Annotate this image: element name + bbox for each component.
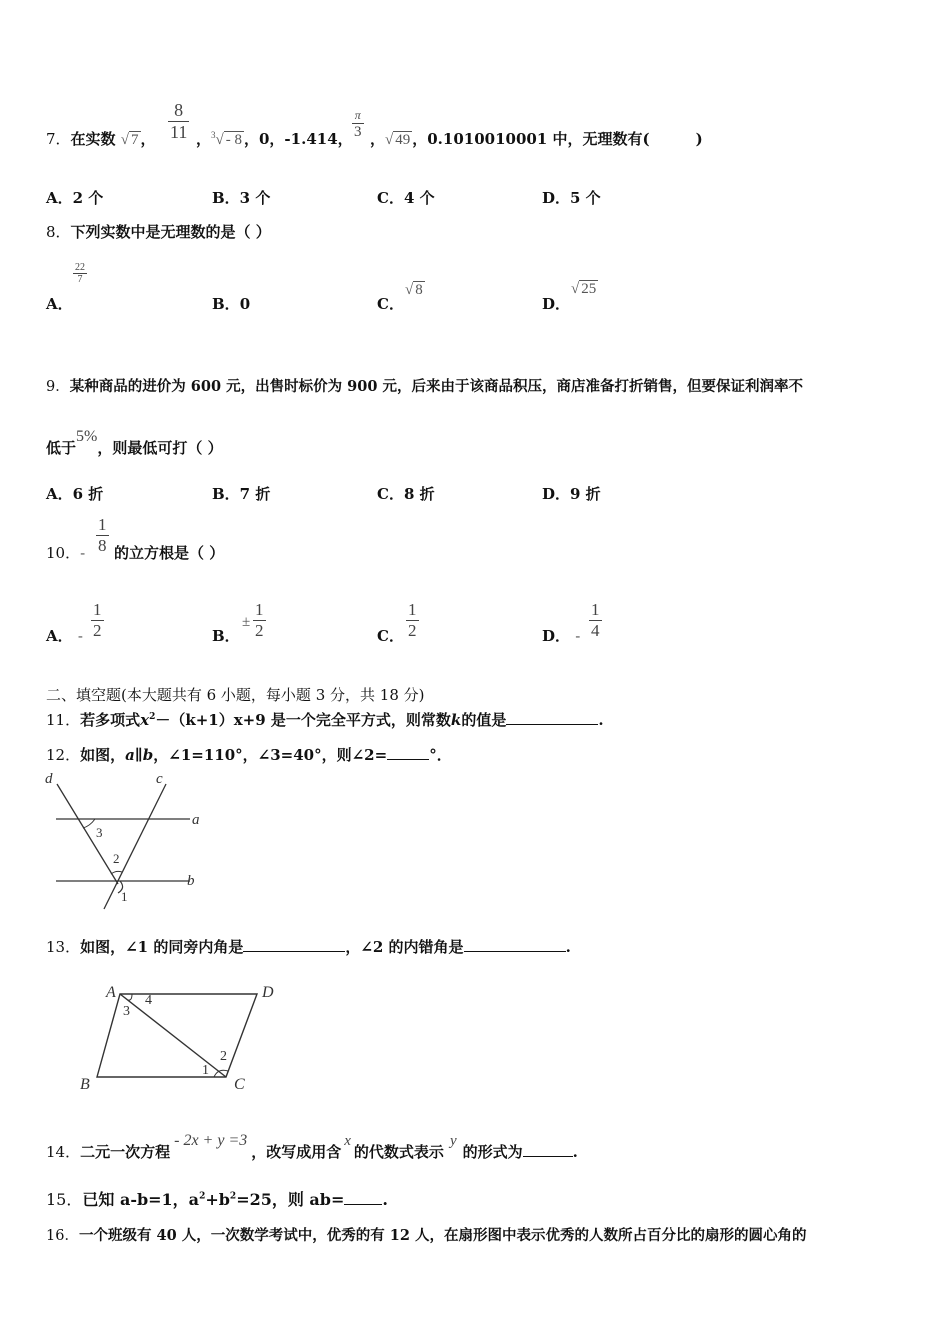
q11-part-a: 若多项式 bbox=[80, 711, 141, 729]
angle-4-arc bbox=[128, 994, 132, 1000]
q9-option-c[interactable]: C．8 折 bbox=[377, 485, 435, 503]
q8-option-b[interactable]: B．0 bbox=[212, 295, 251, 313]
q12-number: 12． bbox=[46, 746, 81, 764]
q14-answer-blank[interactable] bbox=[523, 1142, 573, 1157]
line-d bbox=[57, 784, 118, 884]
q15-part-b: +b bbox=[205, 1190, 230, 1209]
q10-number: 10． bbox=[46, 544, 81, 562]
question-12 bbox=[46, 744, 452, 765]
q10-option-b[interactable]: B． bbox=[212, 627, 240, 645]
question-14 bbox=[46, 1132, 578, 1162]
q11-k: k bbox=[450, 711, 462, 729]
question-16 bbox=[46, 1224, 807, 1245]
label-3: 3 bbox=[96, 825, 103, 840]
label-d: d bbox=[45, 771, 53, 787]
q14-part-d: 的形式为 bbox=[462, 1143, 523, 1161]
q15-sup-1: 2 bbox=[199, 1191, 206, 1202]
q16-text: 一个班级有 40 人，一次数学考试中，优秀的有 12 人，在扇形图中表示优秀的人数所占百分比的扇形的圆心角的 bbox=[78, 1227, 807, 1244]
q7-number: 7． bbox=[46, 130, 71, 148]
q11-number: 11． bbox=[46, 711, 81, 729]
q10-option-a[interactable]: A． - bbox=[46, 627, 83, 645]
q11-part-c: 的值是 bbox=[461, 711, 507, 729]
q7-option-b[interactable]: B．3 个 bbox=[212, 189, 271, 207]
label-b: b bbox=[187, 873, 195, 889]
label-c: c bbox=[156, 771, 163, 787]
section-2-heading: 二、填空题(本大题共有 6 小题，每小题 3 分，共 18 分) bbox=[46, 686, 425, 704]
q9-option-d[interactable]: D．9 折 bbox=[542, 485, 601, 503]
q13-part-a: 如图，∠1 的同旁内角是 bbox=[80, 938, 244, 956]
q11-x: x bbox=[140, 711, 150, 729]
q9-option-b[interactable]: B．7 折 bbox=[212, 485, 271, 503]
q11-sup: 2 bbox=[149, 712, 156, 722]
q9-percent: 5% bbox=[76, 428, 98, 445]
q10-fraction: $\frac{1}{8}$ bbox=[98, 515, 107, 555]
q10-option-b-sign: ± bbox=[242, 614, 251, 630]
q13-part-b: ，∠2 的内错角是 bbox=[345, 938, 464, 956]
q7-sqrt-49: √ 49 bbox=[385, 132, 411, 148]
q7-cbrt-neg8: $^3$√ - 8 bbox=[211, 130, 242, 148]
q9-line2a: 低于 bbox=[46, 439, 77, 457]
q8-number: 8． bbox=[46, 223, 71, 241]
q8-option-c[interactable]: C． bbox=[377, 295, 404, 313]
q14-number: 14． bbox=[46, 1143, 81, 1161]
question-11 bbox=[46, 709, 604, 730]
question-10 bbox=[46, 542, 85, 563]
q14-equation: - 2x + y =3 bbox=[174, 1132, 248, 1149]
q7-fraction-8-11: $\frac{8}{11}$ bbox=[170, 100, 188, 142]
angle-3-arc bbox=[83, 819, 95, 828]
question-9-line2 bbox=[46, 428, 223, 458]
q13-end: . bbox=[565, 938, 571, 956]
q7-sqrt-7: √ 7 bbox=[120, 132, 139, 148]
q15-end: . bbox=[382, 1190, 388, 1209]
q11-part-b: －（k+1）x+9 是一个完全平方式，则常数 bbox=[155, 711, 451, 729]
q10-option-c[interactable]: C． bbox=[377, 627, 404, 645]
q7-option-d[interactable]: D．5 个 bbox=[542, 189, 601, 207]
question-15 bbox=[46, 1187, 388, 1210]
q11-answer-blank[interactable] bbox=[506, 710, 598, 725]
q11-end: . bbox=[598, 711, 604, 729]
label-1: 1 bbox=[202, 1063, 209, 1078]
q15-answer-blank[interactable] bbox=[344, 1190, 382, 1205]
parallelogram-abcd bbox=[97, 994, 257, 1077]
q10-option-d[interactable]: D． - bbox=[542, 627, 581, 645]
angle-2-arc bbox=[111, 871, 122, 874]
label-B: B bbox=[80, 1076, 90, 1093]
diagonal-ac bbox=[120, 994, 226, 1077]
q12-end: °． bbox=[429, 746, 452, 764]
q7-fraction-pi-3: π 3 bbox=[354, 108, 362, 140]
q10-option-c-fraction: $\frac{1}{2}$ bbox=[408, 600, 417, 640]
label-3: 3 bbox=[123, 1004, 130, 1019]
q13-number: 13． bbox=[46, 938, 81, 956]
q9-line2b: ，则最低可打（ ） bbox=[97, 439, 223, 457]
q14-part-a: 二元一次方程 bbox=[80, 1143, 171, 1161]
q8-option-a-fraction: $\frac{22}{7}$ bbox=[75, 262, 85, 285]
question-9-line1 bbox=[46, 375, 803, 396]
q7-values: ，0，-1.414， bbox=[244, 130, 353, 148]
q7-close-paren: ) bbox=[695, 130, 703, 148]
label-D: D bbox=[262, 984, 274, 1001]
label-A: A bbox=[106, 984, 116, 1001]
q8-stem: 下列实数中是无理数的是（ ） bbox=[70, 223, 271, 241]
q7-option-a[interactable]: A．2 个 bbox=[46, 189, 104, 207]
q12-answer-blank[interactable] bbox=[387, 745, 429, 760]
q7-lead: 在实数 bbox=[70, 130, 116, 148]
q9-line1: 某种商品的进价为 600 元，出售时标价为 900 元，后来由于该商品积压，商店准备打折销售，但要保证利润率不 bbox=[69, 378, 803, 395]
question-8 bbox=[46, 221, 271, 242]
q15-sup-2: 2 bbox=[229, 1191, 237, 1202]
q9-option-a[interactable]: A．6 折 bbox=[46, 485, 104, 503]
q10-neg-sign: - bbox=[80, 544, 86, 562]
q14-y: y bbox=[449, 1133, 457, 1149]
q15-part-a: 已知 a-b=1，a bbox=[82, 1190, 200, 1209]
q15-part-c: =25，则 ab= bbox=[236, 1190, 345, 1209]
q8-option-d-sqrt25: √ 25 bbox=[571, 281, 597, 297]
q14-part-b: ，改写成用含 bbox=[251, 1143, 342, 1161]
q8-option-a[interactable]: A． bbox=[46, 295, 73, 313]
q9-number: 9． bbox=[46, 379, 70, 395]
figure-13 bbox=[72, 975, 292, 1095]
label-4: 4 bbox=[145, 993, 152, 1008]
q14-part-c: 的代数式表示 bbox=[353, 1143, 444, 1161]
label-a: a bbox=[192, 812, 200, 828]
q7-option-c[interactable]: C．4 个 bbox=[377, 189, 435, 207]
label-1: 1 bbox=[121, 889, 128, 904]
q13-blank-2[interactable] bbox=[464, 937, 566, 952]
figure-12 bbox=[40, 768, 220, 913]
q12-part-b: ，∠1=110°，∠3=40°，则∠2= bbox=[153, 746, 388, 764]
q14-end: . bbox=[572, 1143, 578, 1161]
label-C: C bbox=[234, 1076, 245, 1093]
question-13 bbox=[46, 936, 571, 957]
q8-option-c-sqrt8: √ 8 bbox=[405, 282, 423, 298]
q16-number: 16． bbox=[46, 1228, 79, 1244]
q8-option-d[interactable]: D． bbox=[542, 295, 571, 313]
q13-blank-1[interactable] bbox=[243, 937, 345, 952]
q10-option-a-fraction: $\frac{1}{2}$ bbox=[93, 600, 102, 640]
q10-stem: 的立方根是（ ） bbox=[114, 544, 225, 562]
q7-tail: ，0.1010010001 中，无理数有( bbox=[412, 130, 650, 148]
q10-option-b-fraction: $\frac{1}{2}$ bbox=[255, 600, 264, 640]
label-2: 2 bbox=[113, 851, 120, 866]
q10-option-d-fraction: $\frac{1}{4}$ bbox=[591, 600, 600, 640]
q12-parallel: a∥b bbox=[125, 746, 154, 764]
label-2: 2 bbox=[220, 1049, 227, 1064]
q15-number: 15． bbox=[46, 1190, 83, 1209]
q12-part-a: 如图， bbox=[80, 746, 126, 764]
q14-x: x bbox=[344, 1133, 351, 1149]
line-c bbox=[104, 784, 166, 909]
